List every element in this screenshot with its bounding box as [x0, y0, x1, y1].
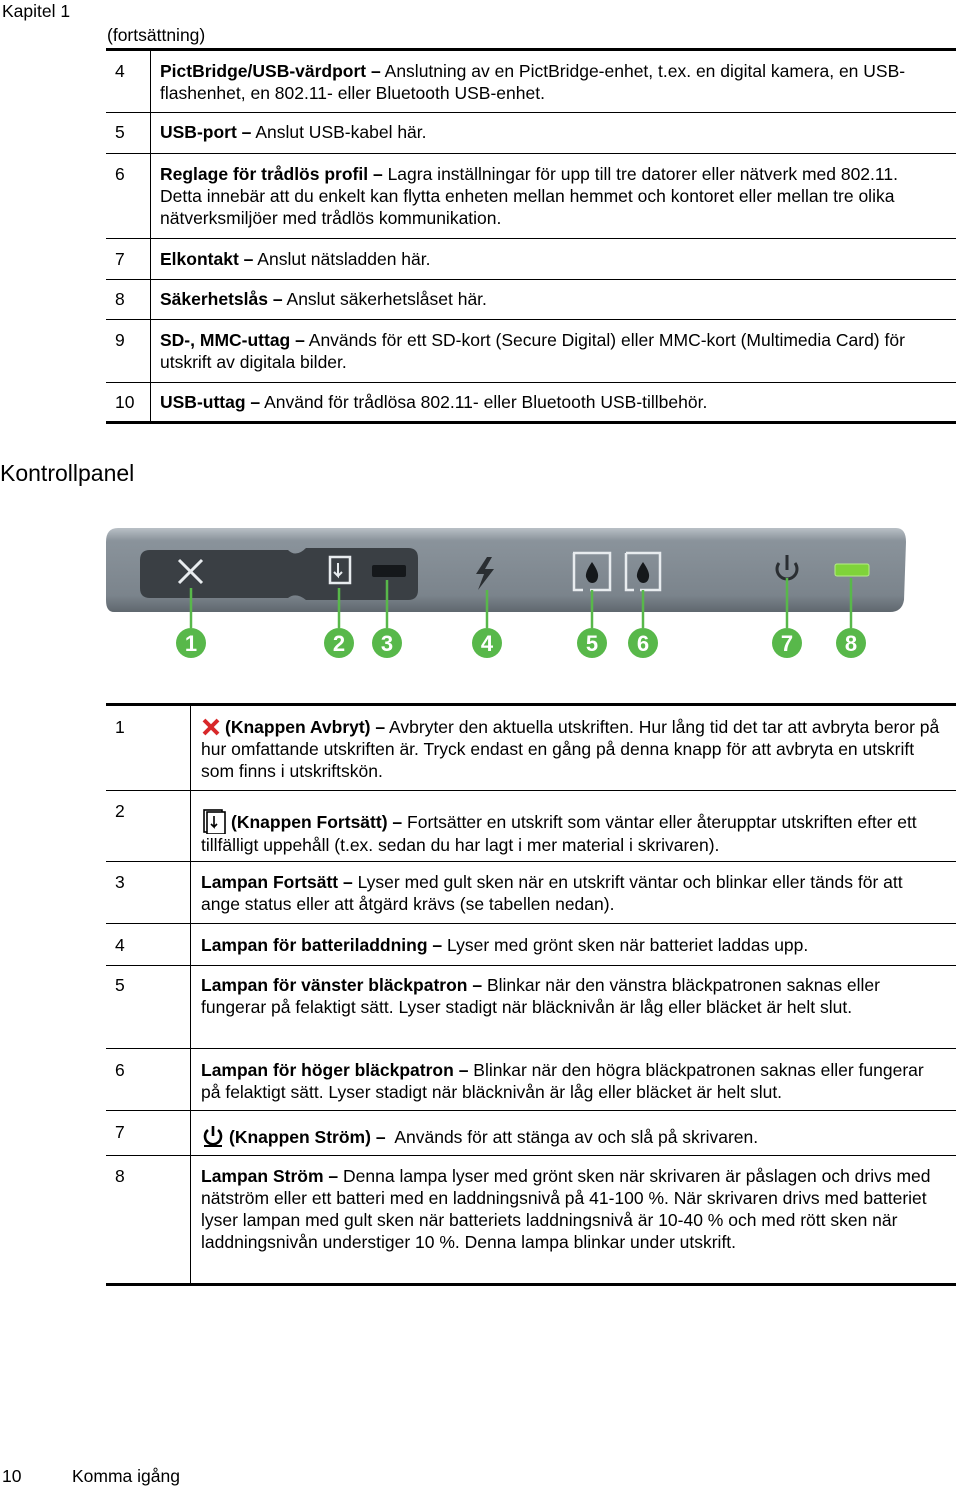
row-description: Anslut USB-kabel här. — [255, 122, 427, 142]
row-divider — [106, 965, 956, 966]
row-term: Reglage för trådlös profil — [160, 164, 369, 184]
continued-label: (fortsättning) — [107, 25, 206, 45]
row-text: Reglage för trådlös profil – Lagra inställningar för upp till tre datorer eller nätverk med 802.11. Detta innebär att du enkelt kan flytta enheten mellan hemmet och kontoret eller mellan tre olika nätverksmiljöer med trådlös kommunikation. — [160, 164, 898, 228]
row-number: 4 — [115, 61, 125, 81]
callout-number: 5 — [585, 631, 599, 656]
row-divider — [106, 923, 956, 924]
row-description: Lyser med gult sken när en utskrift väntar och blinkar eller tänds för att ange status eller att åtgärd krävs (se tabellen nedan). — [201, 872, 903, 914]
row-divider — [106, 790, 956, 791]
row-description: Anslut nätsladden här. — [257, 249, 431, 269]
row-number: 6 — [115, 1060, 125, 1080]
row-text: USB-uttag – Använd för trådlösa 802.11- eller Bluetooth USB-tillbehör. — [160, 392, 708, 412]
resume-icon — [201, 808, 227, 834]
callout-4 — [472, 628, 502, 658]
row-number: 3 — [115, 872, 125, 892]
row-description: Lagra inställningar för upp till tre datorer eller nätverk med 802.11. Detta innebär att du enkelt kan flytta enheten mellan hemmet och kontoret eller mellan tre olika nätverksmiljöer med trådlös kommunikation. — [160, 164, 898, 228]
row-term: (Knappen Ström) — [229, 1127, 371, 1147]
row-number: 7 — [115, 249, 125, 269]
row-term: Lampan Ström — [201, 1166, 324, 1186]
row-text: Säkerhetslås – Anslut säkerhetslåset här. — [160, 289, 487, 309]
row-text: Lampan Ström – Denna lampa lyser med grönt sken när skrivaren är påslagen och drivs med nätström eller ett batteri med en laddningsnivå på 41-100 %. När skrivaren drivs med batteriet lyser lampan med gult sken när batteriets laddningsnivå är 10-40 % och med rött sken när laddningsnivån understiger 10 %. Denna lampa blinkar under utskrift. — [201, 1166, 931, 1252]
row-description: Lyser med grönt sken när batteriet laddas upp. — [447, 935, 809, 955]
callout-7 — [772, 628, 802, 658]
row-text: (Knappen Avbryt) – Avbryter den aktuella utskriften. Hur lång tid det tar att avbryta beror på hur omfattande utskriften är. Tryck endast en gång på denna knapp för att avbryta en utskrift som finns i utskriftskön. — [201, 717, 940, 781]
footer-title: Komma igång — [72, 1466, 180, 1486]
table-column-divider — [190, 706, 191, 1285]
row-term: Lampan för batteriladdning — [201, 935, 428, 955]
control-panel-illustration — [0, 0, 960, 700]
row-text: (Knappen Ström) – Används för att stänga av och slå på skrivaren. — [201, 1124, 946, 1148]
row-number: 8 — [115, 289, 125, 309]
section-title: Kontrollpanel — [0, 460, 135, 486]
callout-number: 1 — [184, 631, 198, 656]
row-number: 5 — [115, 975, 125, 995]
callout-5 — [577, 628, 607, 658]
callout-6 — [628, 628, 658, 658]
resume-light — [372, 565, 406, 577]
row-number: 7 — [115, 1122, 125, 1142]
row-number: 8 — [115, 1166, 125, 1186]
row-term: USB-uttag — [160, 392, 246, 412]
callout-number: 6 — [636, 631, 650, 656]
row-description: Fortsätter en utskrift som väntar eller återupptar utskriften efter ett tillfälligt uppehåll (t.ex. sedan du har lagt i mer material i skrivaren). — [201, 812, 917, 855]
row-number: 5 — [115, 122, 125, 142]
row-description: Denna lampa lyser med grönt sken när skrivaren är påslagen och drivs med nätström eller ett batteri med en laddningsnivå på 41-100 %. När skrivaren drivs med batteriet lyser lampan med gult sken när batteriets laddningsnivå är 10-40 % och med rött sken när laddningsnivån understiger 10 %. Denna lampa blinkar under utskrift. — [201, 1166, 931, 1252]
cancel-x-icon — [201, 718, 221, 736]
table-bottom-rule — [106, 1283, 956, 1286]
callout-8 — [836, 628, 866, 658]
row-description: Blinkar när den högra bläckpatronen saknas eller fungerar på felaktigt sätt. Lyser stadigt när bläcknivån är låg eller bläcket är helt slut. — [201, 1060, 924, 1102]
callout-2 — [324, 628, 354, 658]
row-term: Lampan för höger bläckpatron — [201, 1060, 454, 1080]
row-divider — [106, 1155, 956, 1156]
row-term: Elkontakt — [160, 249, 239, 269]
chapter-header: Kapitel 1 — [2, 1, 71, 21]
callout-number: 2 — [332, 631, 346, 656]
row-term: SD-, MMC-uttag — [160, 330, 291, 350]
row-text: Lampan Fortsätt – Lyser med gult sken när en utskrift väntar och blinkar eller tänds för att ange status eller att åtgärd krävs (se tabellen nedan). — [201, 872, 903, 914]
row-description: Används för ett SD-kort (Secure Digital) eller MMC-kort (Multimedia Card) för utskrift av digitala bilder. — [160, 330, 905, 372]
row-description: Blinkar när den vänstra bläckpatronen saknas eller fungerar på felaktigt sätt. Lyser stadigt när bläcknivån är låg eller bläcket är helt slut. — [201, 975, 880, 1017]
row-number: 4 — [115, 935, 125, 955]
table-top-rule — [106, 703, 956, 706]
callout-number: 3 — [380, 631, 394, 656]
callout-number: 8 — [844, 631, 858, 656]
row-divider — [106, 1048, 956, 1049]
row-term: Lampan Fortsätt — [201, 872, 339, 892]
row-number: 2 — [115, 801, 125, 821]
row-term: PictBridge/USB-värdport — [160, 61, 367, 81]
row-text: Lampan för batteriladdning – Lyser med grönt sken när batteriet laddas upp. — [201, 935, 809, 955]
row-text: Lampan för vänster bläckpatron – Blinkar när den vänstra bläckpatronen saknas eller fungerar på felaktigt sätt. Lyser stadigt när bläcknivån är låg eller bläcket är helt slut. — [201, 975, 880, 1017]
row-term: (Knappen Avbryt) — [225, 717, 371, 737]
row-text: SD-, MMC-uttag – Används för ett SD-kort (Secure Digital) eller MMC-kort (Multimedia Card) för utskrift av digitala bilder. — [160, 330, 905, 372]
row-text: Lampan för höger bläckpatron – Blinkar när den högra bläckpatronen saknas eller fungerar på felaktigt sätt. Lyser stadigt när bläcknivån är låg eller bläcket är helt slut. — [201, 1060, 924, 1102]
row-term: USB-port — [160, 122, 237, 142]
callout-1 — [176, 628, 206, 658]
row-text: Elkontakt – Anslut nätsladden här. — [160, 249, 431, 269]
row-text: USB-port – Anslut USB-kabel här. — [160, 122, 427, 142]
row-term: (Knappen Fortsätt) — [231, 812, 388, 832]
row-number: 10 — [115, 392, 135, 412]
row-description: Anslut säkerhetslåset här. — [286, 289, 487, 309]
row-text: (Knappen Fortsätt) – Fortsätter en utskrift som väntar eller återupptar utskriften efter ett tillfälligt uppehåll (t.ex. sedan du har lagt i mer material i skrivaren). — [201, 808, 946, 856]
row-number: 9 — [115, 330, 125, 350]
row-description: Använd för trådlösa 802.11- eller Bluetooth USB-tillbehör. — [264, 392, 708, 412]
callout-number: 7 — [780, 631, 794, 656]
row-description: Anslutning av en PictBridge-enhet, t.ex. en digital kamera, en USB-flashenhet, en 802.11- eller Bluetooth USB-enhet. — [160, 61, 906, 103]
row-number: 6 — [115, 164, 125, 184]
callout-3 — [372, 628, 402, 658]
row-description: Avbryter den aktuella utskriften. Hur lång tid det tar att avbryta beror på hur omfattande utskriften är. Tryck endast en gång på denna knapp för att avbryta en utskrift som finns i utskriftskön. — [201, 717, 940, 781]
page-number: 10 — [2, 1466, 22, 1486]
row-term: Säkerhetslås — [160, 289, 268, 309]
row-divider — [106, 1110, 956, 1111]
row-text: PictBridge/USB-värdport – Anslutning av en PictBridge-enhet, t.ex. en digital kamera, en USB-flashenhet, en 802.11- eller Bluetooth USB-enhet. — [160, 61, 906, 103]
row-divider — [106, 861, 956, 862]
row-description: Används för att stänga av och slå på skrivaren. — [394, 1127, 759, 1147]
row-number: 1 — [115, 717, 125, 737]
power-light — [835, 564, 869, 576]
power-icon — [201, 1124, 225, 1148]
callout-number: 4 — [480, 631, 494, 656]
row-term: Lampan för vänster bläckpatron — [201, 975, 468, 995]
